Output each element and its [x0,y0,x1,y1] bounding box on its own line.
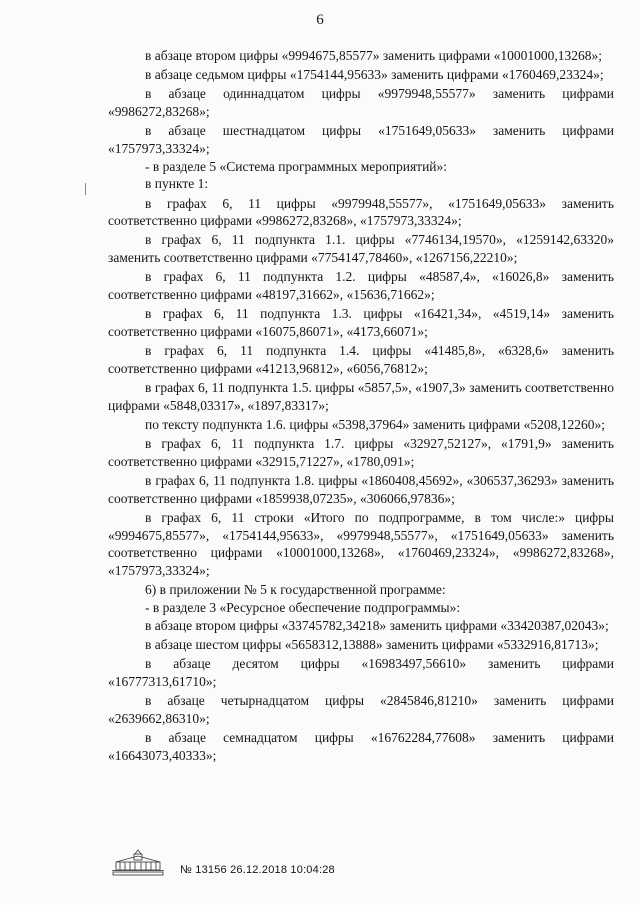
paragraph: в абзаце шестом цифры «5658312,13888» заменить цифрами «5332916,81713»; [145,636,599,652]
paragraph: в графах 6, 11 строки «Итого по подпрограмме, в том числе:» цифры «9994675,85577», «1754144,95633», «9979948,55577», «1751649,05633» заменить соответственно цифрами «10001000,13268», «1760469,23324», «9986272,83268», «1757973,33324»; [108,509,614,579]
paragraph: в абзаце четырнадцатом цифры «2845846,81210» заменить цифрами «2639662,86310»; [108,692,614,726]
paragraph: в графах 6, 11 подпункта 1.8. цифры «1860408,45692», «306537,36293» заменить соответственно цифрами «1859938,07235», «306066,97836»; [108,472,614,506]
page-number: 6 [316,12,324,28]
paragraph: в графах 6, 11 подпункта 1.7. цифры «32927,52127», «1791,9» заменить соответственно цифрами «32915,71227», «1780,091»; [108,436,614,469]
paragraph: в абзаце десятом цифры «16983497,56610» заменить цифрами «16777313,61710»; [108,656,614,689]
paragraph: по тексту подпункта 1.6. цифры «5398,37964» заменить цифрами «5208,12260»; [145,416,605,432]
paragraph: - в разделе 3 «Ресурсное обеспечение подпрограммы»: [145,599,461,615]
paragraph: в графах 6, 11 цифры «9979948,55577», «1751649,05633» заменить соответственно цифрами «9986272,83268», «1757973,33324»; [108,195,614,229]
paragraph: в графах 6, 11 подпункта 1.1. цифры «7746134,19570», «1259142,63320» заменить соответственно цифрами «7754147,78460», «1267156,22210»; [108,232,614,266]
paragraph: 6) в приложении № 5 к государственной программе: [145,582,446,598]
paragraph: в графах 6, 11 подпункта 1.4. цифры «41485,8», «6328,6» заменить соответственно цифрами «41213,96812», «6056,76812»; [108,343,614,376]
paragraph: - в разделе 5 «Система программных мероприятий»: [145,158,448,174]
document-registration-ref: № 13156 26.12.2018 10:04:28 [180,864,335,876]
paragraph: в абзаце втором цифры «33745782,34218» заменить цифрами «33420387,02043»; [145,617,609,633]
document-body [108,47,614,764]
paragraph: в абзаце втором цифры «9994675,85577» заменить цифрами «10001000,13268»; [145,48,603,63]
paragraph: в графах 6, 11 подпункта 1.2. цифры «48587,4», «16026,8» заменить соответственно цифрами «48197,31662», «15636,71662»; [108,269,614,303]
paragraph: в пункте 1: [145,176,209,192]
parliament-building-logo-icon [110,848,166,876]
paragraph: в графах 6, 11 подпункта 1.3. цифры «16421,34», «4519,14» заменить соответственно цифрами «16075,86071», «4173,66071»; [108,306,614,339]
paragraph: в абзаце одиннадцатом цифры «9979948,55577» заменить цифрами «9986272,83268»; [108,86,614,120]
margin-mark [85,183,86,195]
paragraph: в абзаце семнадцатом цифры «16762284,77608» заменить цифрами «16643073,40333»; [108,729,614,763]
paragraph: в графах 6, 11 подпункта 1.5. цифры «5857,5», «1907,3» заменить соответственно цифрами «5848,03317», «1897,83317»; [108,380,614,413]
paragraph: в абзаце седьмом цифры «1754144,95633» заменить цифрами «1760469,23324»; [145,67,604,83]
paragraph: в абзаце шестнадцатом цифры «1751649,05633» заменить цифрами «1757973,33324»; [108,123,614,156]
